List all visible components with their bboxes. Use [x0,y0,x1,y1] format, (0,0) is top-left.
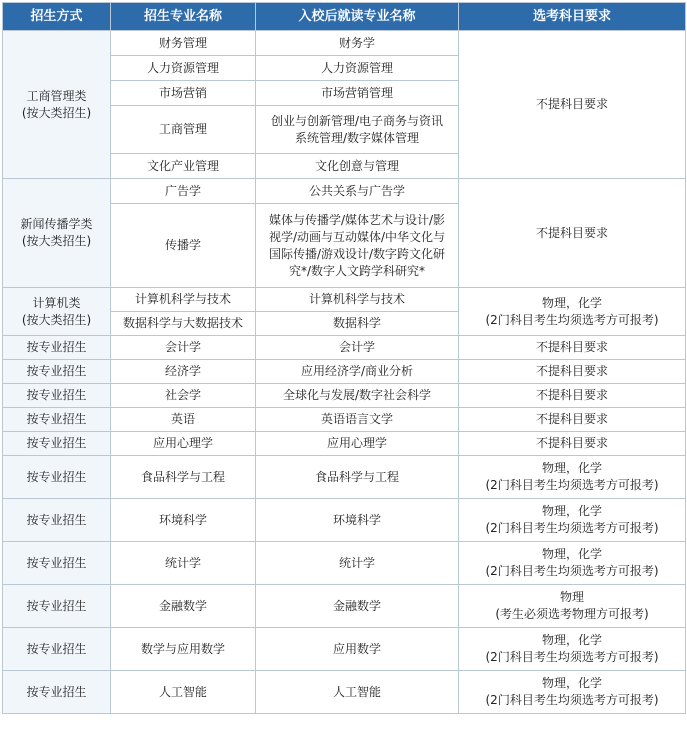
header-row [3,3,686,31]
study-cell [256,81,459,106]
method-cell: 按专业招生 [3,408,111,432]
requirement-line: 物理 [559,590,584,604]
study-cell: 英语语言文学 [256,408,459,432]
requirement-cell [459,31,686,179]
table-row [3,671,686,714]
requirement-line: 物理，化学 [541,633,602,647]
major-cell: 社会学 [111,384,256,408]
requirement-cell [459,542,686,585]
study-cell: 环境科学 [256,499,459,542]
study-line: 人力资源管理 [320,60,393,75]
table-row [3,31,686,56]
requirement-cell [459,384,686,408]
table-row [3,179,686,204]
study-line: 文化创意与管理 [314,158,399,173]
method-line: (按大类招生) [21,105,92,120]
study-cell [256,56,459,81]
study-line: 国际传播/游戏设计/数字跨文化研 [268,246,446,261]
method-cell: 按专业招生 [3,360,111,384]
major-cell: 文化产业管理 [111,154,256,179]
requirement-cell [459,432,686,456]
major-cell: 人工智能 [111,671,256,714]
requirement-cell [459,408,686,432]
table-row [3,408,686,432]
method-cell: 按专业招生 [3,542,111,585]
study-cell: 全球化与发展/数字社会科学 [256,384,459,408]
requirement-line: 不提科目要求 [535,340,608,354]
major-cell: 广告学 [111,179,256,204]
study-line: 计算机科学与技术 [308,292,405,306]
major-cell: 传播学 [111,204,256,288]
major-cell: 数学与应用数学 [111,628,256,671]
requirement-line: 不提科目要求 [535,97,608,111]
requirement-line: 物理，化学 [541,461,602,475]
study-line: 市场营销管理 [320,85,393,100]
requirement-line: 不提科目要求 [535,412,608,426]
single-major-rows [3,336,686,714]
study-cell [256,31,459,56]
major-cell: 财务管理 [111,31,256,56]
major-cell: 会计学 [111,336,256,360]
study-line: 媒体与传播学/媒体艺术与设计/影 [268,212,446,227]
method-line: 计算机类 [32,295,81,310]
study-line: 究*/数字人文跨学科研究* [288,263,426,278]
method-line: (按大类招生) [21,234,92,248]
major-cell: 统计学 [111,542,256,585]
major-cell: 英语 [111,408,256,432]
method-cell: 按专业招生 [3,336,111,360]
requirement-line: 不提科目要求 [535,388,608,402]
requirement-cell [459,456,686,499]
method-cell: 按专业招生 [3,671,111,714]
header-major: 招生专业名称 [111,3,256,31]
requirement-cell [459,288,686,336]
method-cell: 按专业招生 [3,456,111,499]
study-cell: 统计学 [256,542,459,585]
requirement-line: (2门科目考生均须选考方可报考) [485,693,659,707]
requirement-line: 不提科目要求 [535,436,608,450]
table-row [3,585,686,628]
method-cell: 按专业招生 [3,432,111,456]
requirement-line: 物理，化学 [541,295,602,310]
study-cell [256,154,459,179]
major-cell: 数据科学与大数据技术 [111,312,256,336]
method-line: 工商管理类 [26,88,87,103]
major-cell: 食品科学与工程 [111,456,256,499]
method-cell: 按专业招生 [3,585,111,628]
method-line: 新闻传播学类 [20,217,93,231]
requirement-line: 物理，化学 [541,547,602,561]
method-cell [3,31,111,179]
requirement-line: 物理，化学 [541,676,602,690]
study-cell: 人工智能 [256,671,459,714]
table-row [3,288,686,312]
study-line: 创业与创新管理/电子商务与资讯 [270,113,444,128]
requirement-line: (2门科目考生均须选考方可报考) [485,521,659,535]
major-cell: 计算机科学与技术 [111,288,256,312]
requirement-line: (2门科目考生均须选考方可报考) [485,478,659,492]
major-cell: 应用心理学 [111,432,256,456]
requirement-cell [459,179,686,288]
study-cell: 金融数学 [256,585,459,628]
requirement-line: (2门科目考生均须选考方可报考) [485,564,659,578]
study-cell [256,179,459,204]
table-row [3,542,686,585]
study-cell: 应用经济学/商业分析 [256,360,459,384]
requirement-line: (2门科目考生均须选考方可报考) [485,312,659,327]
study-line: 数据科学 [332,316,381,330]
method-cell [3,179,111,288]
requirement-cell [459,336,686,360]
study-cell [256,204,459,288]
requirement-line: 不提科目要求 [535,225,608,240]
method-cell: 按专业招生 [3,499,111,542]
study-line: 公共关系与广告学 [308,183,405,198]
study-cell: 应用数学 [256,628,459,671]
study-line: 财务学 [338,35,375,50]
method-line: (按大类招生) [21,312,92,327]
header-requirement: 选考科目要求 [459,3,686,31]
method-cell: 按专业招生 [3,384,111,408]
study-cell [256,312,459,336]
table-row [3,499,686,542]
major-cell: 工商管理 [111,106,256,154]
requirement-cell [459,499,686,542]
major-cell: 市场营销 [111,81,256,106]
method-cell [3,288,111,336]
major-cell: 金融数学 [111,585,256,628]
study-cell [256,288,459,312]
requirement-cell [459,585,686,628]
admission-table [2,2,686,714]
table-row [3,360,686,384]
table-row [3,456,686,499]
requirement-line: (2门科目考生均须选考方可报考) [485,650,659,664]
requirement-cell [459,360,686,384]
study-cell: 食品科学与工程 [256,456,459,499]
table-row [3,384,686,408]
study-line: 视学/动画与互动媒体/中华文化与 [268,229,446,244]
major-cell: 环境科学 [111,499,256,542]
major-cell: 经济学 [111,360,256,384]
table-row [3,432,686,456]
requirement-cell [459,628,686,671]
table-row [3,336,686,360]
study-cell: 应用心理学 [256,432,459,456]
header-study-major: 入校后就读专业名称 [256,3,459,31]
study-cell: 会计学 [256,336,459,360]
requirement-line: (考生必须选考物理方可报考) [495,607,649,621]
requirement-cell [459,671,686,714]
major-cell: 人力资源管理 [111,56,256,81]
table-row [3,628,686,671]
header-method: 招生方式 [3,3,111,31]
requirement-line: 不提科目要求 [535,364,608,378]
study-line: 系统管理/数字媒体管理 [294,130,420,145]
requirement-line: 物理，化学 [541,504,602,518]
study-cell [256,106,459,154]
method-cell: 按专业招生 [3,628,111,671]
